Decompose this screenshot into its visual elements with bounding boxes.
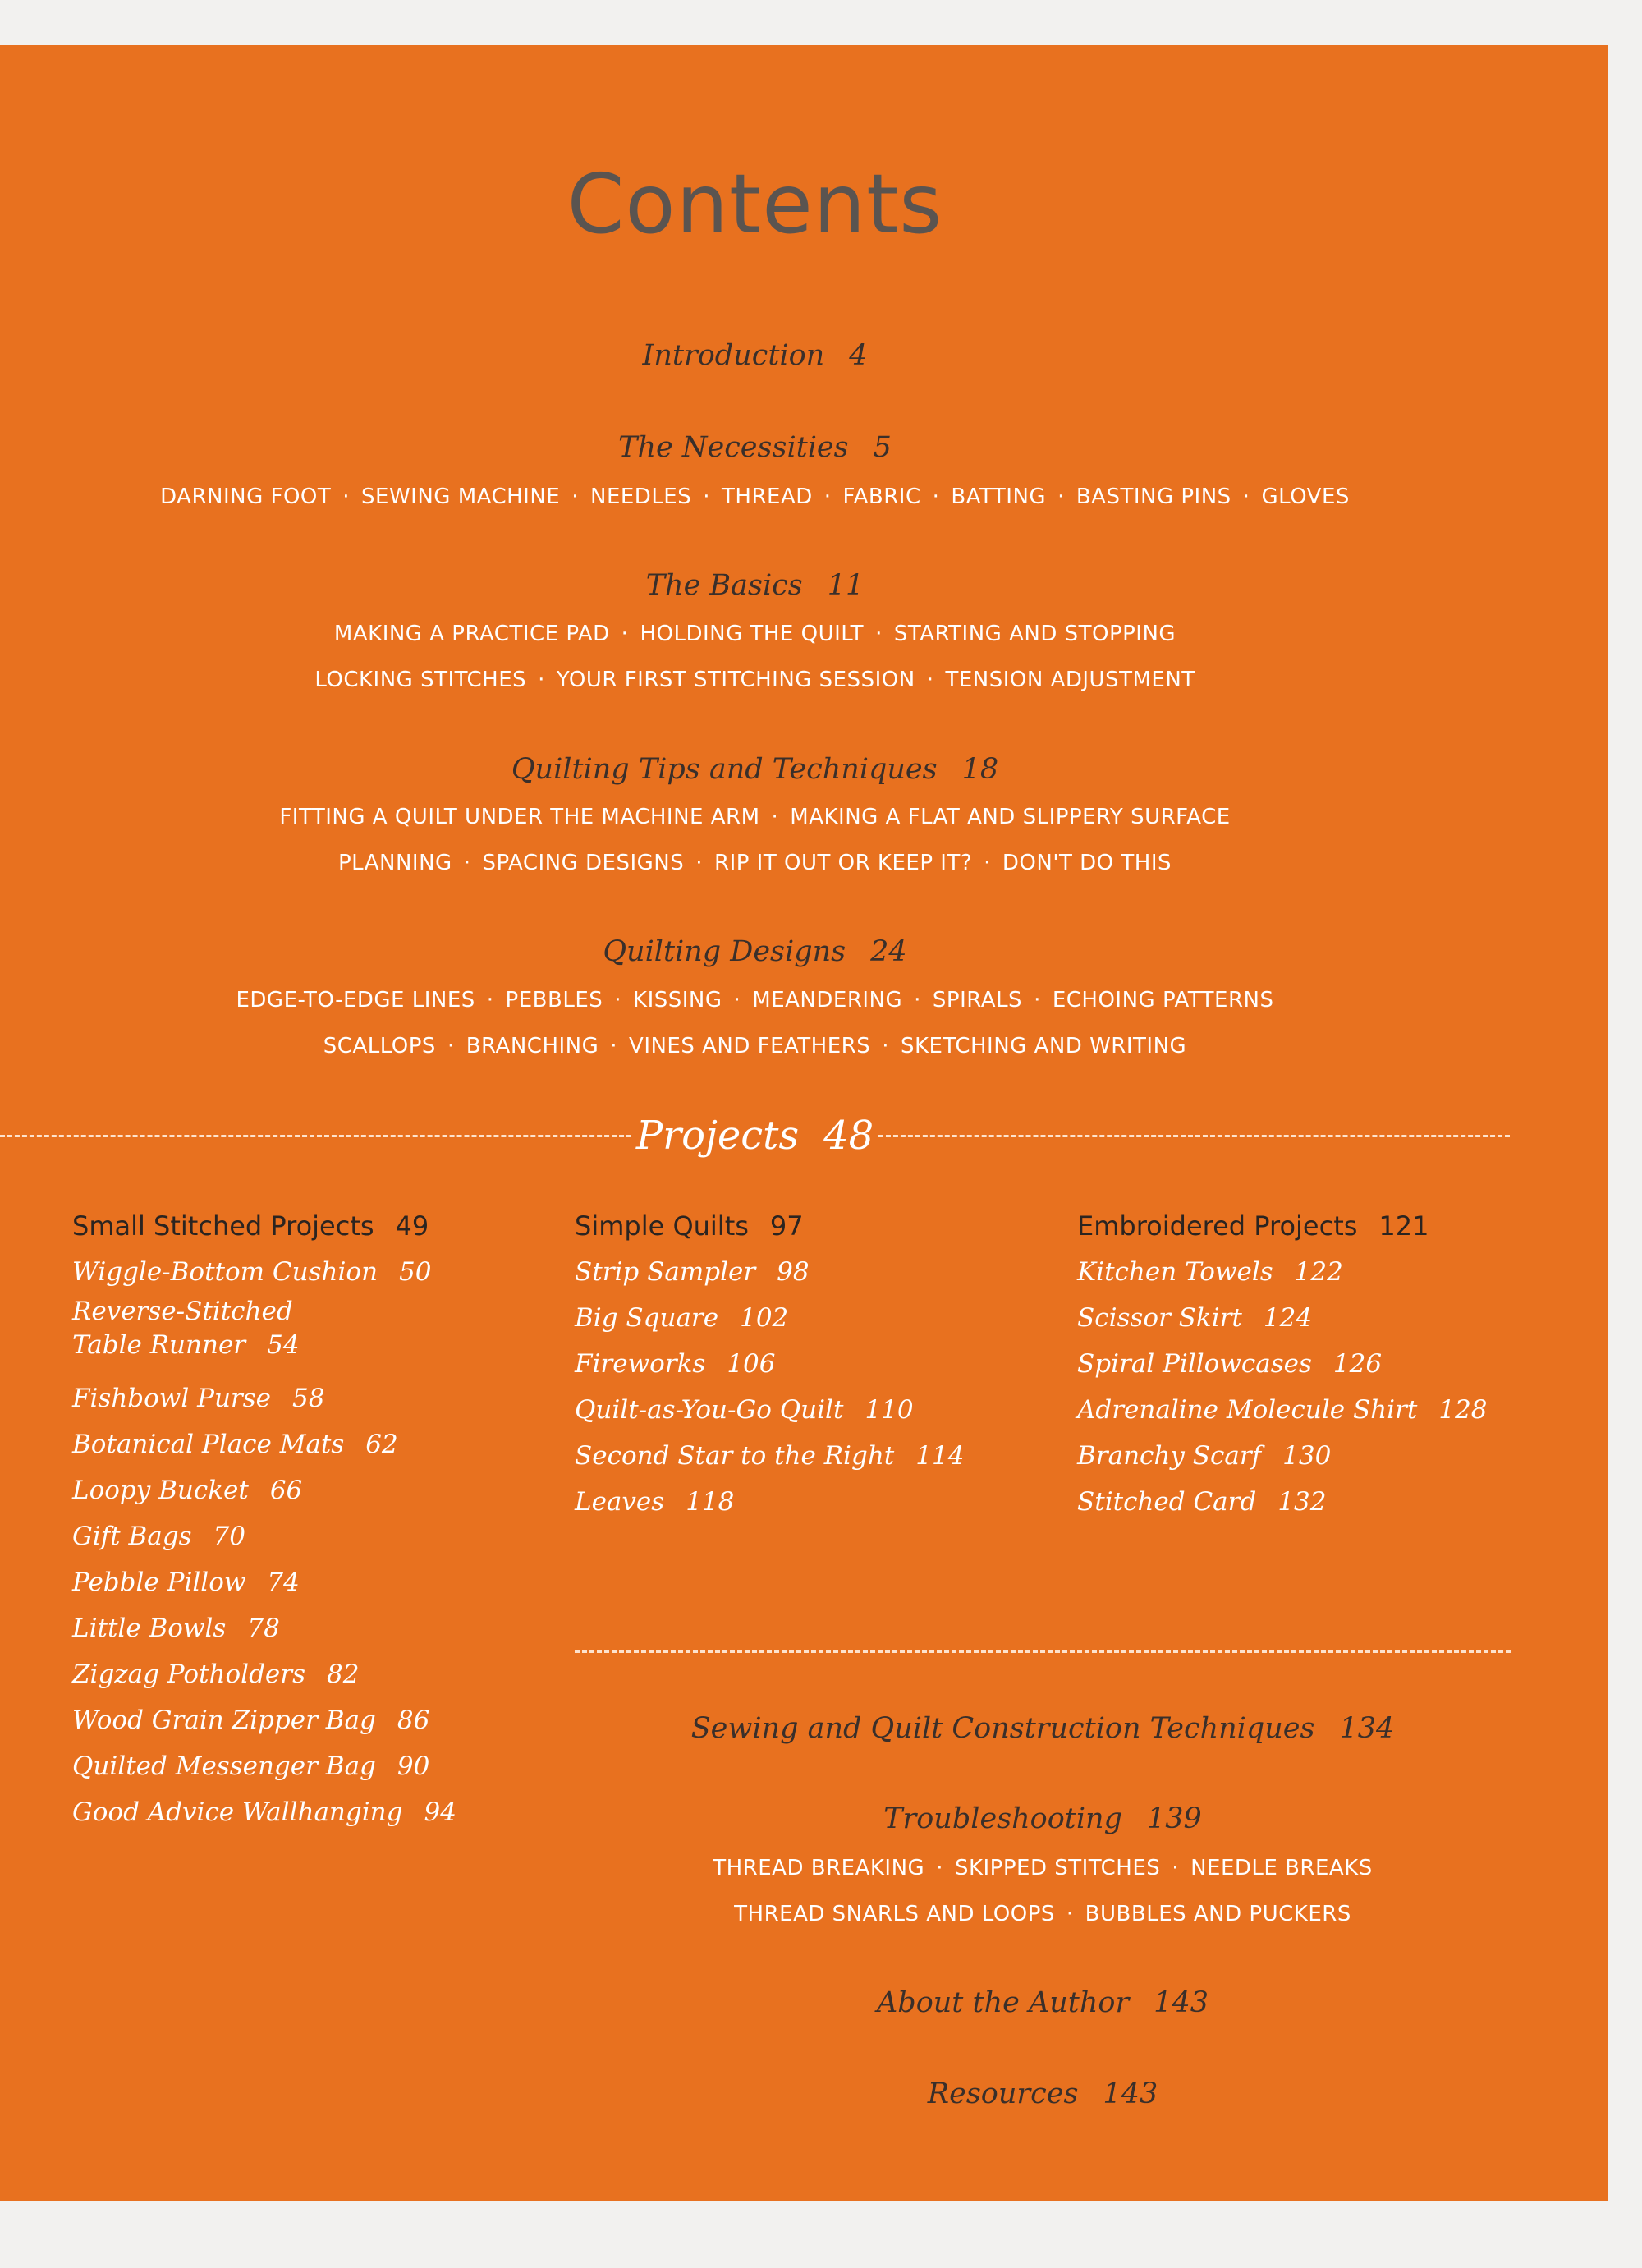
entry-label: Reverse-Stitched — [72, 1297, 293, 1326]
entry-page: 102 — [740, 1303, 789, 1333]
bullet-separator: · — [733, 988, 741, 1012]
toc-entry-designs[interactable] — [0, 935, 1510, 968]
entry-page: 74 — [267, 1568, 300, 1597]
toc-entry-introduction[interactable] — [0, 339, 1510, 372]
toc-entry-author[interactable] — [575, 1986, 1511, 2019]
topic-item: SCALLOPS — [323, 1034, 436, 1058]
entry-label: The Necessities — [618, 431, 849, 464]
entry-label: About the Author — [877, 1986, 1130, 2019]
toc-project-entry[interactable] — [72, 1743, 456, 1789]
page-title: Contents — [566, 156, 943, 252]
entry-page: 48 — [823, 1113, 874, 1159]
entry-label: Adrenaline Molecule Shirt — [1077, 1395, 1418, 1425]
contents-page — [0, 45, 1608, 2201]
entry-label: Introduction — [642, 339, 825, 372]
topic-item: LOCKING STITCHES — [314, 668, 527, 692]
topic-item: MEANDERING — [752, 988, 903, 1012]
topic-item: ECHOING PATTERNS — [1052, 988, 1274, 1012]
bullet-separator: · — [571, 484, 579, 509]
entry-label: Strip Sampler — [575, 1257, 756, 1287]
toc-project-entry[interactable] — [72, 1375, 456, 1421]
bullet-separator: · — [882, 1034, 889, 1058]
toc-project-entry[interactable] — [1077, 1341, 1488, 1387]
entry-label: Branchy Scarf — [1077, 1441, 1262, 1471]
entry-label: Quilt-as-You-Go Quilt — [575, 1395, 844, 1425]
toc-entry-sewing[interactable] — [575, 1712, 1511, 1745]
toc-entry-small-projects[interactable] — [72, 1203, 456, 1249]
bullet-separator: · — [984, 851, 991, 875]
bullet-separator: · — [463, 851, 471, 875]
toc-project-entry[interactable] — [575, 1387, 964, 1433]
topic-item: BUBBLES AND PUCKERS — [1085, 1902, 1351, 1926]
topic-item: SEWING MACHINE — [361, 484, 561, 509]
entry-page: 128 — [1438, 1395, 1488, 1425]
entry-page: 97 — [769, 1210, 804, 1242]
simple-quilts-list — [575, 1249, 964, 1525]
toc-entry-resources[interactable] — [575, 2077, 1511, 2110]
topic-item: BASTING PINS — [1076, 484, 1232, 509]
toc-entry-troubleshooting[interactable] — [575, 1802, 1511, 1835]
entry-page: 143 — [1103, 2077, 1158, 2110]
small-projects-column — [72, 1203, 456, 1835]
entry-label: Troubleshooting — [883, 1802, 1123, 1835]
entry-label: The Basics — [645, 569, 803, 602]
toc-project-entry[interactable] — [1077, 1387, 1488, 1433]
entry-page: 110 — [865, 1395, 914, 1425]
toc-entry-simple-quilts[interactable] — [575, 1203, 964, 1249]
entry-page: 49 — [395, 1210, 429, 1242]
entry-page: 143 — [1154, 1986, 1209, 2019]
topic-item: THREAD — [722, 484, 813, 509]
topic-item: NEEDLES — [590, 484, 692, 509]
entry-label: Big Square — [575, 1303, 719, 1333]
entry-label: Fishbowl Purse — [72, 1384, 272, 1413]
topic-item: DARNING FOOT — [160, 484, 332, 509]
bullet-separator: · — [1066, 1902, 1074, 1926]
toc-entry-necessities[interactable] — [0, 431, 1510, 464]
entry-label: Scissor Skirt — [1077, 1303, 1242, 1333]
entry-page: 90 — [397, 1752, 430, 1781]
entry-label: Projects — [635, 1113, 800, 1159]
entry-label: Loopy Bucket — [72, 1476, 249, 1505]
entry-label: Simple Quilts — [575, 1210, 749, 1242]
entry-page: 78 — [247, 1614, 280, 1643]
designs-topics-line-1 — [0, 988, 1510, 1012]
topic-item: SPIRALS — [932, 988, 1023, 1012]
embroidered-projects-column — [1077, 1203, 1488, 1525]
entry-page: 130 — [1282, 1441, 1332, 1471]
topic-item: EDGE-TO-EDGE LINES — [236, 988, 475, 1012]
topic-item: YOUR FIRST STITCHING SESSION — [556, 668, 915, 692]
tips-topics-line-1 — [0, 805, 1510, 829]
entry-label: Wood Grain Zipper Bag — [72, 1706, 376, 1735]
topic-item: HOLDING THE QUILT — [640, 622, 865, 646]
toc-project-entry[interactable] — [72, 1789, 456, 1835]
bullet-separator: · — [695, 851, 703, 875]
dashed-rule-left — [0, 1135, 631, 1137]
toc-project-entry[interactable] — [72, 1467, 456, 1513]
bullet-separator: · — [1242, 484, 1250, 509]
bullet-separator: · — [926, 668, 934, 692]
small-projects-list — [72, 1249, 456, 1835]
topic-item: MAKING A PRACTICE PAD — [333, 622, 610, 646]
toc-project-entry[interactable] — [575, 1295, 964, 1341]
topic-item: THREAD BREAKING — [713, 1856, 925, 1880]
entry-page: 134 — [1339, 1712, 1395, 1745]
entry-page: 58 — [292, 1384, 325, 1413]
topic-item: KISSING — [633, 988, 722, 1012]
toc-project-entry[interactable] — [575, 1341, 964, 1387]
topic-item: PLANNING — [337, 851, 452, 875]
topic-item: SKETCHING AND WRITING — [901, 1034, 1187, 1058]
bullet-separator: · — [1057, 484, 1065, 509]
bullet-separator: · — [771, 805, 779, 829]
entry-page: 70 — [213, 1522, 245, 1551]
bullet-separator: · — [1034, 988, 1041, 1012]
bullet-separator: · — [1172, 1856, 1180, 1880]
toc-project-entry[interactable] — [72, 1559, 456, 1605]
bullet-separator: · — [614, 988, 622, 1012]
entry-label: Quilting Designs — [603, 935, 846, 968]
entry-page: 114 — [915, 1441, 965, 1471]
topic-item: NEEDLE BREAKS — [1190, 1856, 1373, 1880]
entry-label: Embroidered Projects — [1077, 1210, 1358, 1242]
basics-topics-line-1 — [0, 622, 1510, 646]
necessities-topics — [0, 484, 1510, 509]
topic-item: PEBBLES — [505, 988, 603, 1012]
entry-page: 24 — [870, 935, 907, 968]
topic-item: TENSION ADJUSTMENT — [945, 668, 1195, 692]
bullet-separator: · — [914, 988, 921, 1012]
topic-item: STARTING AND STOPPING — [893, 622, 1176, 646]
topic-item: BRANCHING — [466, 1034, 599, 1058]
entry-page: 118 — [686, 1487, 735, 1517]
topic-item: GLOVES — [1261, 484, 1350, 509]
entry-label: Pebble Pillow — [72, 1568, 246, 1597]
toc-project-entry[interactable] — [72, 1605, 456, 1651]
entry-page: 62 — [365, 1430, 398, 1459]
entry-page: 124 — [1263, 1303, 1313, 1333]
entry-label: Spiral Pillowcases — [1077, 1349, 1312, 1379]
dashed-rule-right — [878, 1135, 1510, 1137]
entry-page: 106 — [727, 1349, 776, 1379]
entry-page: 11 — [827, 569, 865, 602]
toc-project-entry[interactable] — [1077, 1295, 1488, 1341]
entry-page: 18 — [961, 753, 999, 786]
entry-page: 50 — [399, 1257, 432, 1287]
entry-page: 121 — [1378, 1210, 1429, 1242]
bullet-separator: · — [538, 668, 545, 692]
toc-project-entry[interactable] — [72, 1421, 456, 1467]
entry-label: Gift Bags — [72, 1522, 192, 1551]
entry-page: 82 — [327, 1660, 360, 1689]
toc-entry-tips[interactable] — [0, 753, 1510, 786]
topic-item: THREAD SNARLS AND LOOPS — [734, 1902, 1055, 1926]
entry-label: Resources — [927, 2077, 1079, 2110]
toc-project-entry[interactable] — [575, 1249, 964, 1295]
topic-item: FABRIC — [842, 484, 921, 509]
topic-item: FITTING A QUILT UNDER THE MACHINE ARM — [279, 805, 760, 829]
toc-entry-embroidered-projects[interactable] — [1077, 1203, 1488, 1249]
embroidered-projects-list — [1077, 1249, 1488, 1525]
dashed-rule-lower — [575, 1650, 1511, 1653]
entry-page: 54 — [267, 1330, 300, 1360]
entry-label: Stitched Card — [1077, 1487, 1257, 1517]
toc-project-entry[interactable] — [72, 1513, 456, 1559]
topic-item: SPACING DESIGNS — [482, 851, 685, 875]
simple-quilts-column — [575, 1203, 964, 1525]
bullet-separator: · — [610, 1034, 618, 1058]
entry-page: 5 — [873, 431, 892, 464]
entry-label-line-2: Table Runner — [72, 1330, 246, 1360]
entry-page: 139 — [1147, 1802, 1202, 1835]
bullet-separator: · — [342, 484, 351, 509]
projects-divider — [0, 1113, 1510, 1159]
toc-project-entry[interactable] — [72, 1651, 456, 1697]
entry-label: Kitchen Towels — [1077, 1257, 1273, 1287]
toc-project-entry[interactable] — [72, 1249, 456, 1295]
entry-page: 94 — [424, 1797, 456, 1827]
entry-label: Second Star to the Right — [575, 1441, 895, 1471]
toc-project-entry[interactable] — [1077, 1479, 1488, 1525]
troubleshooting-topics-line-2 — [575, 1902, 1511, 1926]
entry-page: 122 — [1294, 1257, 1343, 1287]
entry-label: Little Bowls — [72, 1614, 227, 1643]
toc-entry-basics[interactable] — [0, 569, 1510, 602]
toc-project-entry[interactable] — [575, 1479, 964, 1525]
toc-project-entry[interactable] — [1077, 1433, 1488, 1479]
entry-page: 132 — [1277, 1487, 1327, 1517]
entry-label: Botanical Place Mats — [72, 1430, 345, 1459]
bullet-separator: · — [621, 622, 629, 646]
entry-label: Wiggle-Bottom Cushion — [72, 1257, 378, 1287]
topic-item: DON'T DO THIS — [1002, 851, 1172, 875]
entry-page: 86 — [397, 1706, 430, 1735]
toc-project-entry[interactable] — [72, 1295, 456, 1375]
topic-item: MAKING A FLAT AND SLIPPERY SURFACE — [790, 805, 1231, 829]
entry-label: Fireworks — [575, 1349, 706, 1379]
bullet-separator: · — [447, 1034, 455, 1058]
tips-topics-line-2 — [0, 851, 1510, 875]
toc-project-entry[interactable] — [1077, 1249, 1488, 1295]
entry-label: Sewing and Quilt Construction Techniques — [690, 1712, 1315, 1745]
toc-project-entry[interactable] — [72, 1697, 456, 1743]
bullet-separator: · — [823, 484, 832, 509]
topic-item: VINES AND FEATHERS — [629, 1034, 871, 1058]
toc-project-entry[interactable] — [575, 1433, 964, 1479]
topic-item: BATTING — [951, 484, 1047, 509]
entry-label: Good Advice Wallhanging — [72, 1797, 403, 1827]
troubleshooting-topics-line-1 — [575, 1856, 1511, 1880]
entry-page: 66 — [269, 1476, 303, 1505]
toc-entry-projects[interactable] — [631, 1113, 878, 1159]
bullet-separator: · — [486, 988, 494, 1012]
entry-page: 126 — [1332, 1349, 1383, 1379]
topic-item: RIP IT OUT OR KEEP IT? — [714, 851, 973, 875]
entry-label: Leaves — [575, 1487, 665, 1517]
topic-item: SKIPPED STITCHES — [954, 1856, 1161, 1880]
entry-page: 98 — [777, 1257, 810, 1287]
bullet-separator: · — [875, 622, 883, 646]
designs-topics-line-2 — [0, 1034, 1510, 1058]
entry-label: Quilted Messenger Bag — [72, 1752, 376, 1781]
entry-label: Small Stitched Projects — [72, 1210, 374, 1242]
basics-topics-line-2 — [0, 668, 1510, 692]
entry-label: Quilting Tips and Techniques — [511, 753, 938, 786]
entry-page: 4 — [849, 339, 868, 372]
bullet-separator: · — [703, 484, 711, 509]
entry-label: Zigzag Potholders — [72, 1660, 305, 1689]
bullet-separator: · — [936, 1856, 943, 1880]
bullet-separator: · — [932, 484, 940, 509]
